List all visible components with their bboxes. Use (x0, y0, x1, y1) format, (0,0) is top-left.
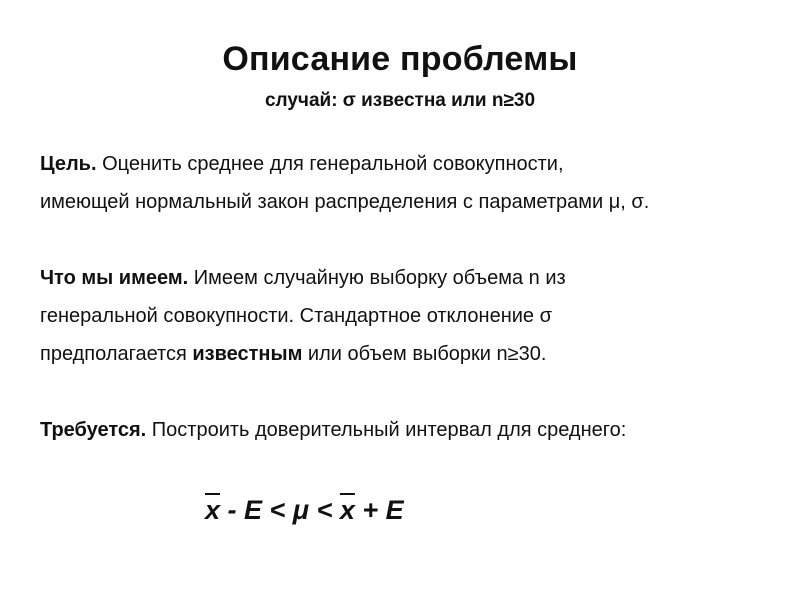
goal-line-1 (40, 145, 790, 183)
have-text-3b: или объем выборки n≥30. (302, 343, 547, 365)
formula-middle: - E < μ < (220, 495, 340, 525)
have-label: Что мы имеем. (40, 267, 189, 289)
required-line (40, 411, 790, 449)
spacer (40, 221, 790, 259)
spacer (40, 373, 790, 411)
have-line-2: генеральной совокупности. Стандартное отклонение σ (40, 305, 552, 327)
slide-body (40, 145, 790, 449)
have-text-1: Имеем случайную выборку объема n из (188, 267, 566, 289)
goal-label: Цель. (40, 153, 97, 175)
required-label: Требуется. (40, 419, 147, 441)
have-line-1 (40, 259, 790, 297)
required-text: Построить доверительный интервал для среднего: (146, 419, 627, 441)
slide-subtitle: случай: σ известна или n≥30 (264, 90, 536, 111)
goal-text-1: Оценить среднее для генеральной совокупности, (96, 153, 564, 175)
sample-mean-symbol: $\overline{x}$ (339, 495, 355, 525)
have-line-3 (40, 335, 790, 373)
have-emphasis: известным (192, 343, 303, 365)
formula-end: + E (354, 495, 404, 525)
confidence-interval-formula (205, 495, 404, 526)
goal-line-2: имеющей нормальный закон распределения с параметрами μ, σ. (40, 191, 650, 213)
slide-title: Описание проблемы (222, 40, 578, 78)
sample-mean-symbol: $\overline{x}$ (205, 495, 221, 525)
have-text-3a: предполагается (40, 343, 193, 365)
